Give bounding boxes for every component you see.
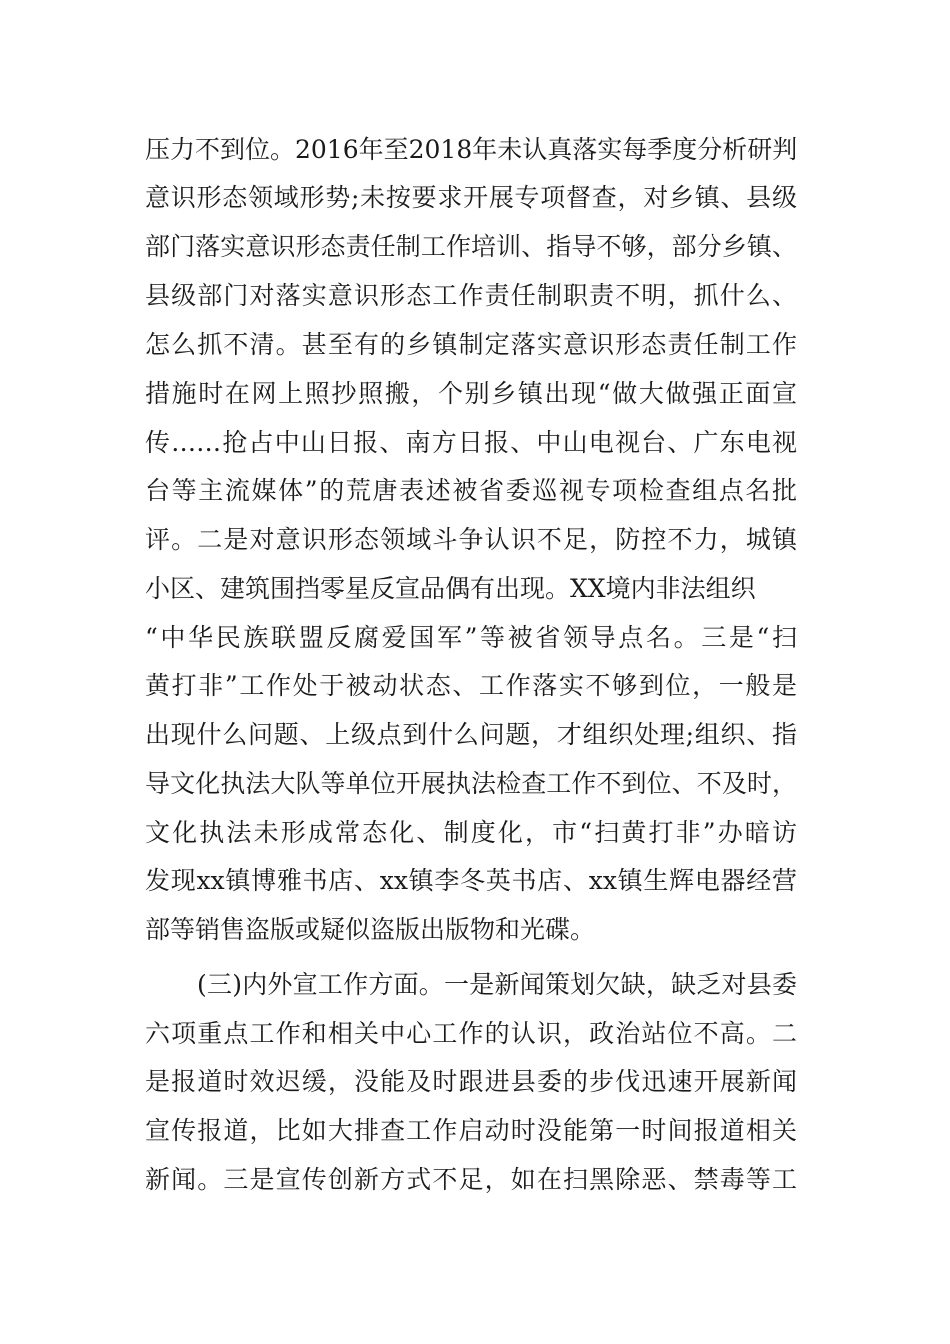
text-line: 文化执法未形成常态化、制度化，市“扫黄打非”办暗访 — [145, 818, 797, 847]
text-line: 宣传报道，比如大排查工作启动时没能第一时间报道相关 — [145, 1116, 797, 1145]
text-line: 县级部门对落实意识形态工作责任制职责不明，抓什么、 — [145, 281, 797, 310]
text-line: 压力不到位。2016年至2018年未认真落实每季度分析研判 — [145, 135, 798, 164]
text-line: 小区、建筑围挡零星反宣品偶有出现。XX境内非法组织 — [145, 574, 756, 603]
text-line: (三)内外宣工作方面。一是新闻策划欠缺，缺乏对县委 — [197, 970, 797, 999]
text-line: 六项重点工作和相关中心工作的认识，政治站位不高。二 — [145, 1019, 797, 1048]
text-line: 评。二是对意识形态领域斗争认识不足，防控不力，城镇 — [145, 525, 797, 554]
text-line: “中华民族联盟反腐爱国军”等被省领导点名。三是“扫 — [145, 623, 797, 652]
text-line: 意识形态领域形势;未按要求开展专项督查，对乡镇、县级 — [145, 183, 797, 212]
text-line: 部门落实意识形态责任制工作培训、指导不够，部分乡镇、 — [145, 232, 797, 261]
text-line: 部等销售盗版或疑似盗版出版物和光碟。 — [145, 915, 596, 944]
text-line: 怎么抓不清。甚至有的乡镇制定落实意识形态责任制工作 — [145, 330, 797, 359]
text-line: 是报道时效迟缓，没能及时跟进县委的步伐迅速开展新闻 — [145, 1067, 797, 1096]
text-line: 措施时在网上照抄照搬，个别乡镇出现“做大做强正面宣 — [145, 379, 797, 408]
text-line: 新闻。三是宣传创新方式不足，如在扫黑除恶、禁毒等工 — [145, 1165, 797, 1194]
text-line: 发现xx镇博雅书店、xx镇李冬英书店、xx镇生辉电器经营 — [145, 866, 797, 895]
text-line: 出现什么问题、上级点到什么问题，才组织处理;组织、指 — [145, 720, 797, 749]
text-line: 传……抢占中山日报、南方日报、中山电视台、广东电视 — [145, 428, 797, 457]
text-line: 导文化执法大队等单位开展执法检查工作不到位、不及时， — [145, 769, 797, 798]
text-line: 黄打非”工作处于被动状态、工作落实不够到位，一般是 — [145, 671, 797, 700]
text-line: 台等主流媒体”的荒唐表述被省委巡视专项检查组点名批 — [145, 476, 797, 505]
